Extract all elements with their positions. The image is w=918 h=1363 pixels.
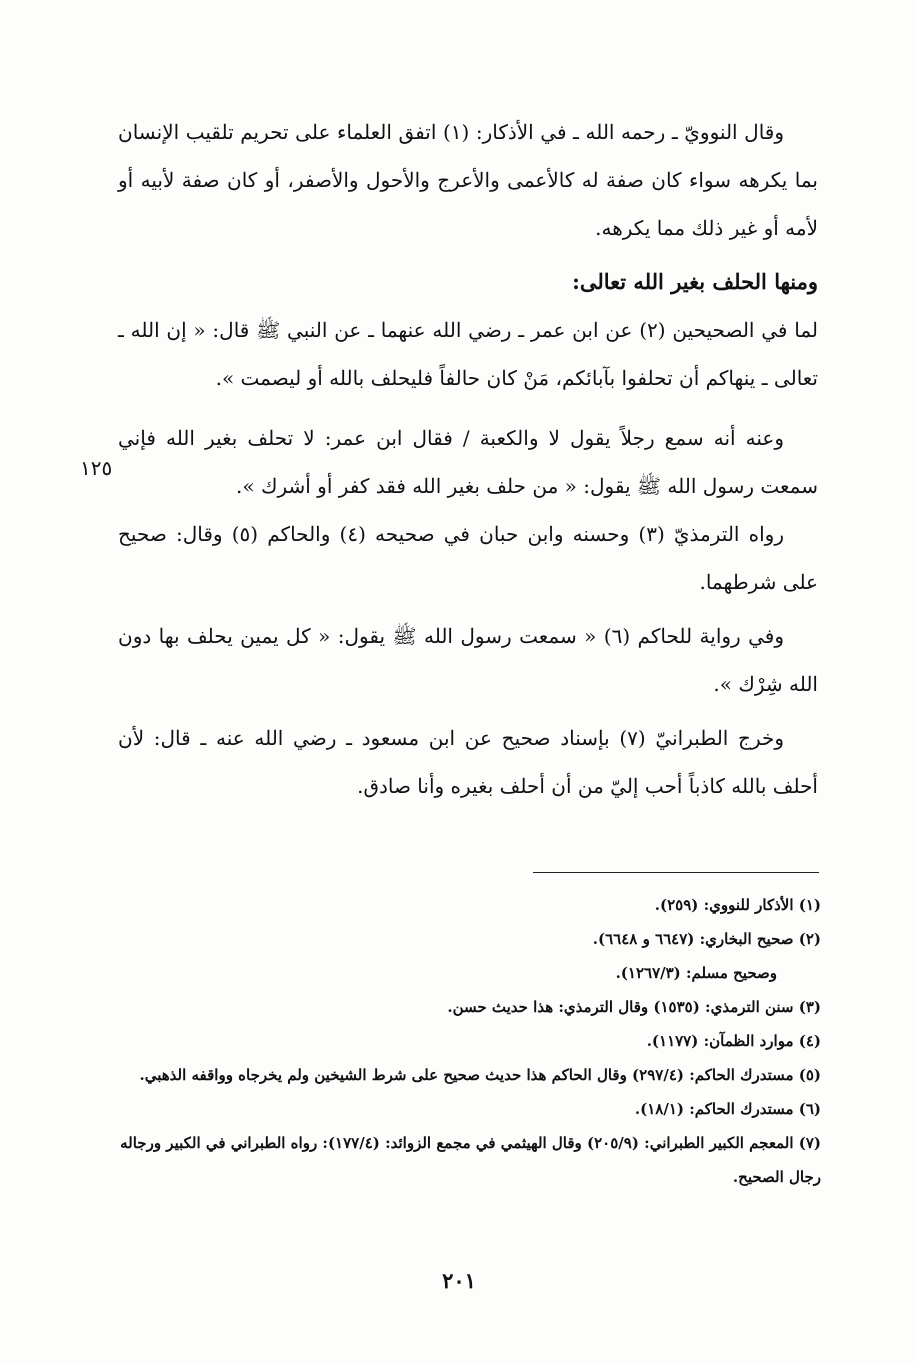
paragraph-ibn-umar: وعنه أنه سمع رجلاً يقول لا والكعبة / فقال ابن عمر: لا تحلف بغير الله فإني سمعت رسول الله ﷺ يقول: « من حلف بغير الله فقد كفر أو أشرك ». bbox=[118, 426, 818, 498]
footnote-6: (٦) مستدرك الحاكم: (١٨/١). bbox=[634, 1100, 821, 1118]
page-number: ٢٠١ bbox=[442, 1268, 476, 1293]
paragraph-sahihayn: لما في الصحيحين (٢) عن ابن عمر ـ رضي الله عنهما ـ عن النبي ﷺ قال: « إن الله ـ تعالى ـ ينهاكم أن تحلفوا بآبائكم، مَنْ كان حالفاً فليحلف بالله أو ليصمت ». bbox=[118, 318, 818, 390]
paragraph-tirmidhi: رواه الترمذيّ (٣) وحسنه وابن حبان في صحيحه (٤) والحاكم (٥) وقال: صحيح على شرطهما. bbox=[118, 522, 818, 594]
paragraph-tabarani: وخرج الطبرانيّ (٧) بإسناد صحيح عن ابن مسعود ـ رضي الله عنه ـ قال: لأن أحلف بالله كاذباً أحب إليّ من أن أحلف بغيره وأنا صادق. bbox=[118, 726, 818, 798]
footnote-4: (٤) موارد الظمآن: (١١٧٧). bbox=[646, 1032, 821, 1050]
footnote-7: (٧) المعجم الكبير الطبراني: (٢٠٥/٩) وقال الهيثمي في مجمع الزوائد: (١٧٧/٤): رواه الطبراني في الكبير ورجاله رجال الصحيح. bbox=[120, 1134, 821, 1186]
section-heading: ومنها الحلف بغير الله تعالى: bbox=[572, 269, 818, 294]
footnote-1: (١) الأذكار للنووي: (٢٥٩). bbox=[654, 896, 821, 914]
paragraph-hakim: وفي رواية للحاكم (٦) « سمعت رسول الله ﷺ يقول: « كل يمين يحلف بها دون الله شِرْك ». bbox=[118, 624, 818, 696]
footnote-separator bbox=[533, 872, 819, 873]
footnotes bbox=[118, 888, 821, 1194]
main-text bbox=[118, 108, 818, 810]
margin-page-reference: ١٢٥ bbox=[80, 456, 113, 480]
paragraph-nawawi: وقال النوويّ ـ رحمه الله ـ في الأذكار: (١) اتفق العلماء على تحريم تلقيب الإنسان بما يكرهه سواء كان صفة له كالأعمى والأعرج والأحول والأصفر، أو كان صفة لأبيه أو لأمه أو غير ذلك مما يكرهه. bbox=[118, 120, 818, 240]
footnote-3: (٣) سنن الترمذي: (١٥٣٥) وقال الترمذي: هذا حديث حسن. bbox=[447, 998, 821, 1016]
footnote-2: (٢) صحيح البخاري: (٦٦٤٧ و ٦٦٤٨). bbox=[592, 930, 821, 948]
footnote-2-continued: وصحيح مسلم: (١٢٦٧/٣). bbox=[615, 964, 777, 982]
footnote-5: (٥) مستدرك الحاكم: (٢٩٧/٤) وقال الحاكم هذا حديث صحيح على شرط الشيخين ولم يخرجاه وواقفه الذهبي. bbox=[139, 1066, 821, 1084]
